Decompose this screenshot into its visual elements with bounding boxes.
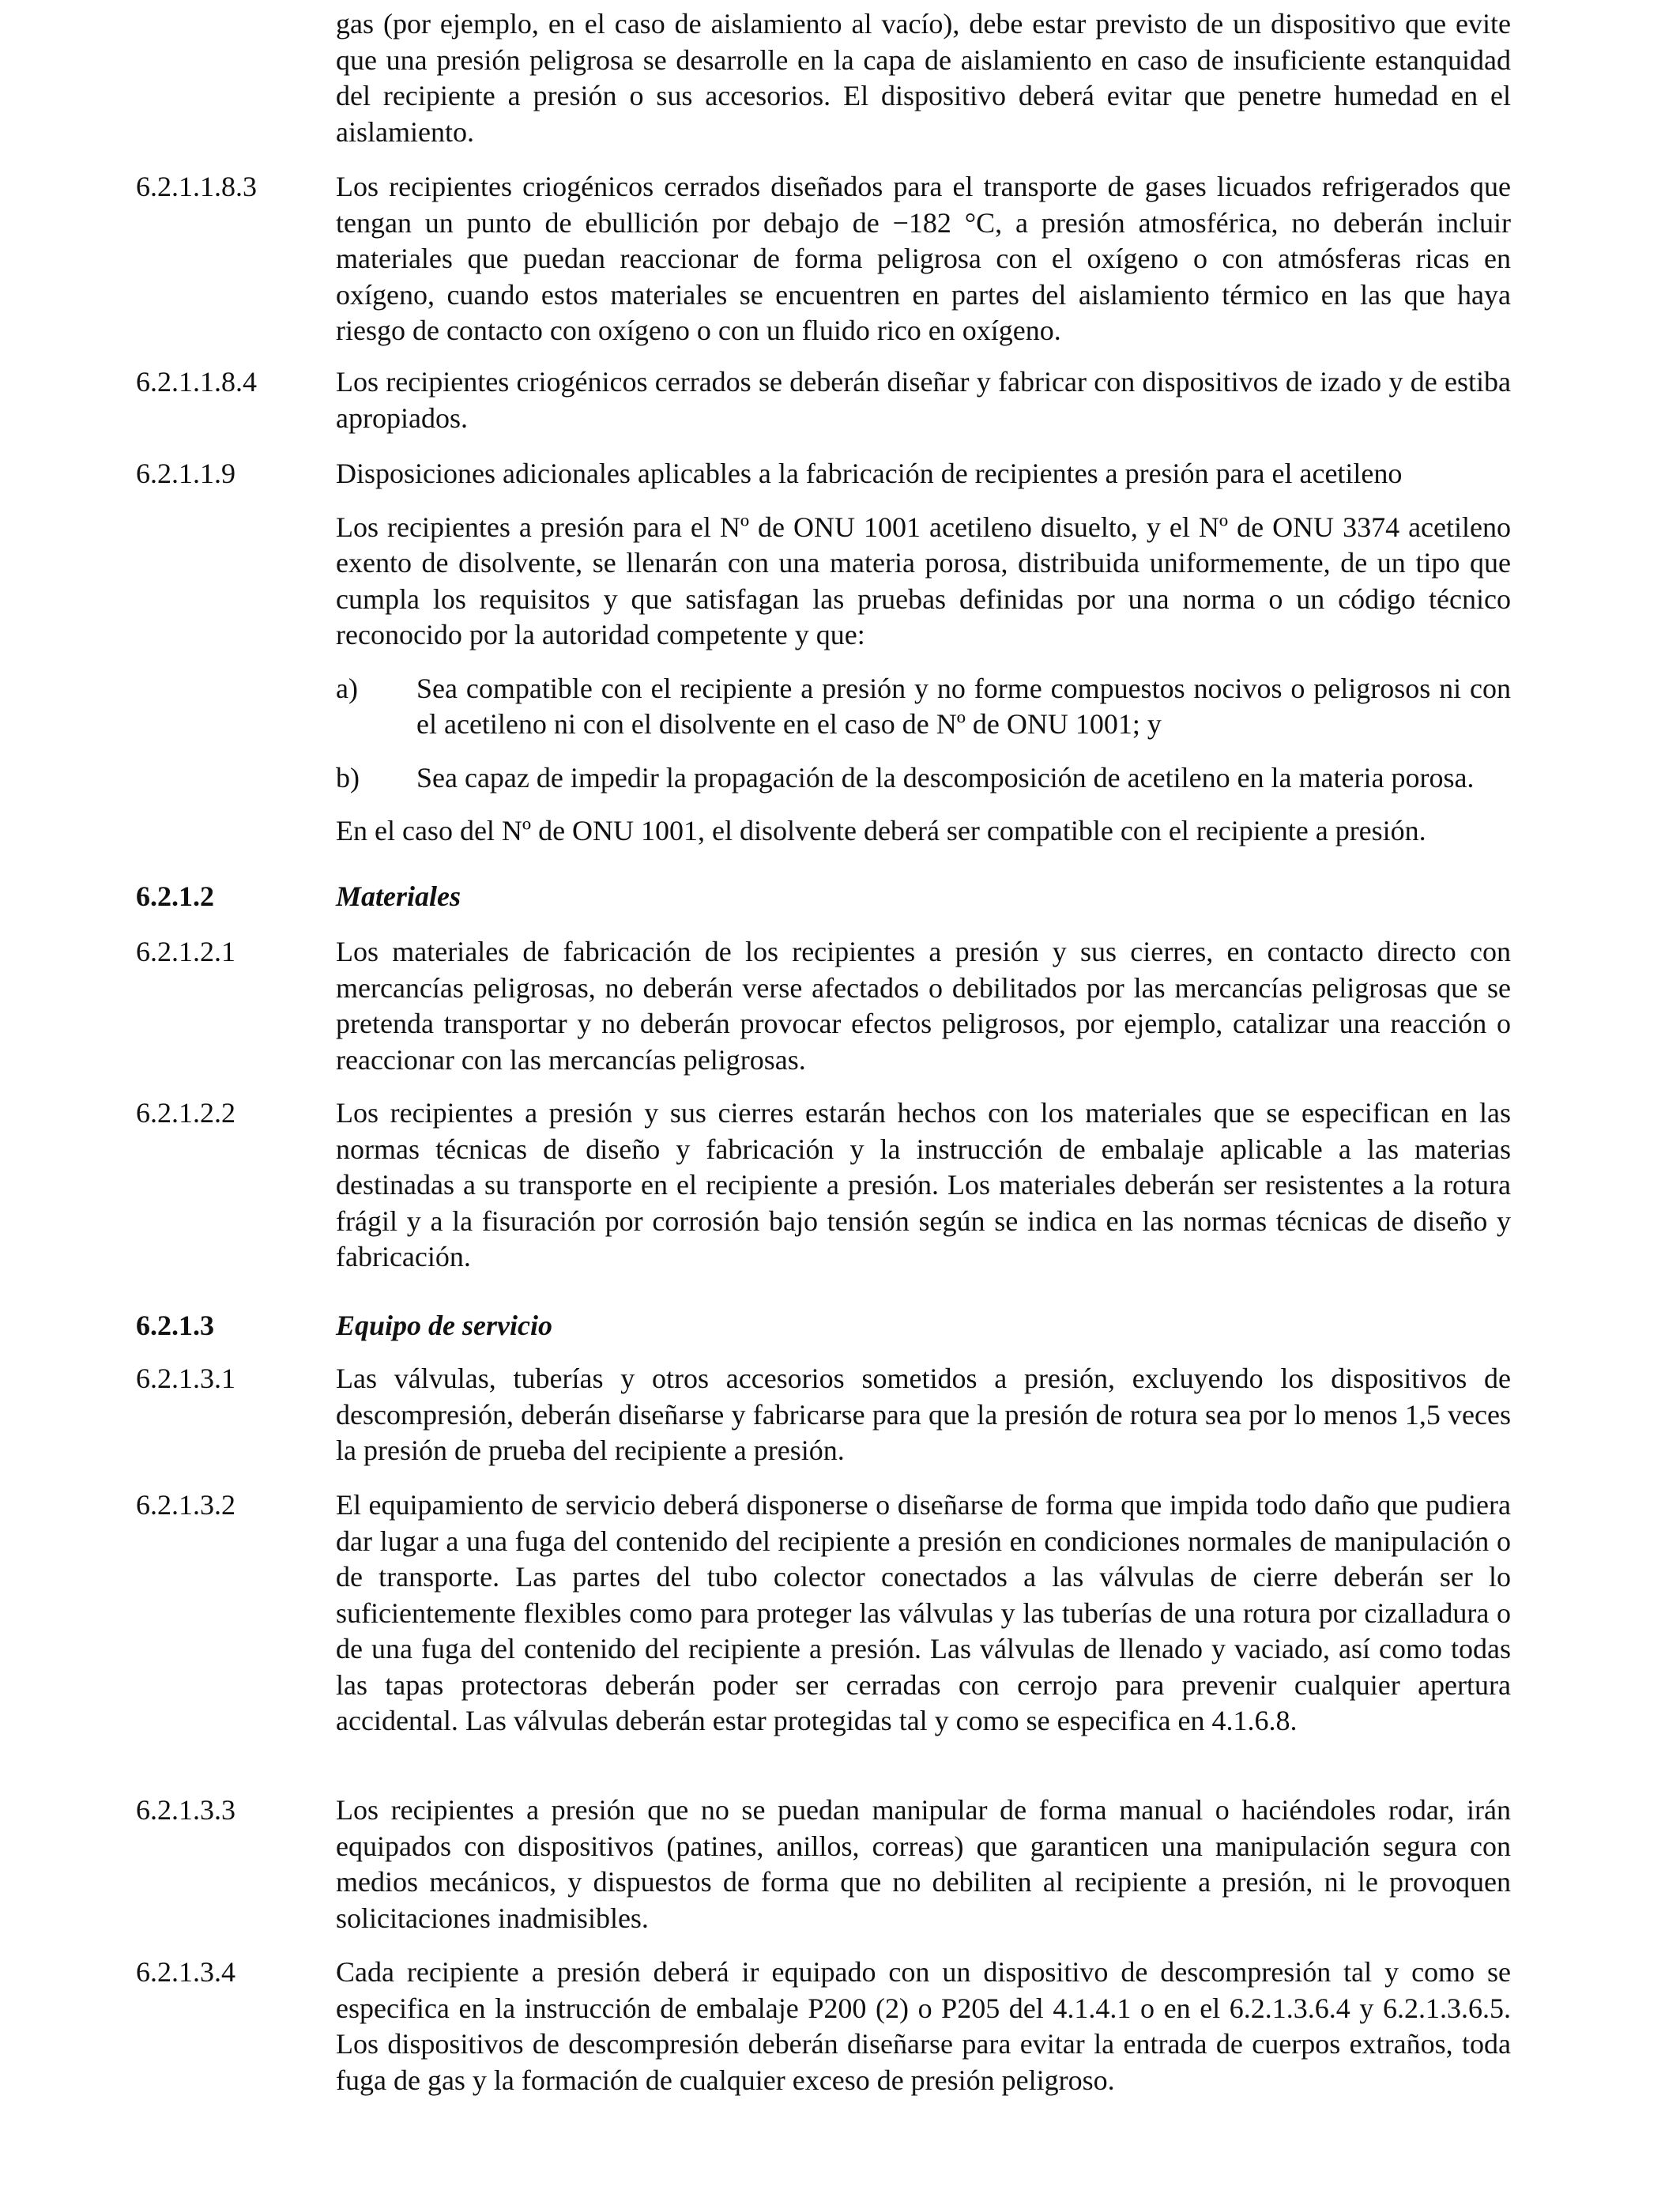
section-number: 6.2.1.2.1 <box>136 936 235 967</box>
section-text: Los materiales de fabricación de los recipientes a presión y sus cierres, en contacto directo con mercancías peligrosas, no deberán verse afectados o debilitados por las mercancías peligrosas que se pretenda transportar y no deberán provocar efectos peligrosos, por ejemplo, catalizar una reacción o reaccionar con las mercancías peligrosas. <box>336 936 1511 1076</box>
section-number: 6.2.1.2 <box>136 880 214 912</box>
section-6-2-1-1-8-3 <box>136 169 1511 349</box>
list-item <box>336 671 1511 743</box>
section-number: 6.2.1.1.8.4 <box>136 366 257 398</box>
section-number: 6.2.1.3.4 <box>136 1956 235 1988</box>
section-number: 6.2.1.2.2 <box>136 1097 235 1129</box>
continuation-paragraph <box>136 6 1511 150</box>
section-text: Cada recipiente a presión deberá ir equipado con un dispositivo de descompresión tal y como se especifica en la instrucción de embalaje P200 (2) o P205 del 4.1.4.1 o en el 6.2.1.3.6.4 y 6.2.1.3.6.5. Los dispositivos de descompresión deberán diseñarse para evitar la entrada de cuerpos extraños, toda fuga de gas y la formación de cualquier exceso de presión peligroso. <box>336 1956 1511 2096</box>
section-number: 6.2.1.3.1 <box>136 1363 235 1394</box>
section-number: 6.2.1.3.3 <box>136 1794 235 1826</box>
section-number: 6.2.1.3 <box>136 1310 214 1341</box>
section-6-2-1-1-9 <box>136 456 1511 850</box>
section-6-2-1-3-1 <box>136 1361 1511 1469</box>
list-item <box>336 760 1511 797</box>
section-6-2-1-3-3 <box>136 1793 1511 1936</box>
section-6-2-1-3 <box>136 1308 1511 1344</box>
section-number: 6.2.1.1.9 <box>136 458 235 489</box>
paragraph-text: gas (por ejemplo, en el caso de aislamiento al vacío), debe estar previsto de un dispositivo que evite que una presión peligrosa se desarrolle en la capa de aislamiento en caso de insuficiente estanquidad del recipiente a presión o sus accesorios. El dispositivo deberá evitar que penetre humedad en el aislamiento. <box>336 8 1511 148</box>
section-number: 6.2.1.3.2 <box>136 1489 235 1521</box>
section-text: Los recipientes criogénicos cerrados diseñados para el transporte de gases licuados refrigerados que tengan un punto de ebullición por debajo de −182 °C, a presión atmosférica, no deberán incluir materiales que puedan reaccionar de forma peligrosa con el oxígeno o con atmósferas ricas en oxígeno, cuando estos materiales se encuentren en partes del aislamiento térmico en las que haya riesgo de contacto con oxígeno o con un fluido rico en oxígeno. <box>336 171 1511 346</box>
section-6-2-1-1-8-4 <box>136 364 1511 436</box>
closing-text: En el caso del Nº de ONU 1001, el disolvente deberá ser compatible con el recipiente a presión. <box>336 815 1426 846</box>
section-title: Disposiciones adicionales aplicables a la fabricación de recipientes a presión para el acetileno <box>336 458 1403 489</box>
section-6-2-1-3-2 <box>136 1487 1511 1740</box>
section-text: El equipamiento de servicio deberá disponerse o diseñarse de forma que impida todo daño que pudiera dar lugar a una fuga del contenido del recipiente a presión en condiciones normales de manipulación o de transporte. Las partes del tubo colector conectados a las válvulas de cierre deberán ser lo suficientemente flexibles como para proteger las válvulas y las tuberías de una rotura por cizalladura o de una fuga del contenido del recipiente a presión. Las válvulas de llenado y vaciado, así como todas las tapas protectoras deberán poder ser cerradas con cerrojo para prevenir cualquier apertura accidental. Las válvulas deberán estar protegidas tal y como se especifica en 4.1.6.8. <box>336 1489 1511 1736</box>
section-number: 6.2.1.1.8.3 <box>136 171 257 202</box>
section-text: Los recipientes a presión y sus cierres estarán hechos con los materiales que se especifican en las normas técnicas de diseño y fabricación y la instrucción de embalaje aplicable a las materias destinadas a su transporte en el recipiente a presión. Los materiales deberán ser resistentes a la rotura frágil y a la fisuración por corrosión bajo tensión según se indica en las normas técnicas de diseño y fabricación. <box>336 1097 1511 1272</box>
section-text: Los recipientes a presión que no se puedan manipular de forma manual o haciéndoles rodar, irán equipados con dispositivos (patines, anillos, correas) que garanticen una manipulación segura con medios mecánicos, y dispuestos de forma que no debiliten al recipiente a presión, ni le provoquen solicitaciones inadmisibles. <box>336 1794 1511 1934</box>
section-text: Los recipientes criogénicos cerrados se deberán diseñar y fabricar con dispositivos de izado y de estiba apropiados. <box>336 366 1511 434</box>
section-text: Las válvulas, tuberías y otros accesorios sometidos a presión, excluyendo los dispositivos de descompresión, deberán diseñarse y fabricarse para que la presión de rotura sea por lo menos 1,5 veces la presión de prueba del recipiente a presión. <box>336 1363 1511 1466</box>
list-item-text: Sea capaz de impedir la propagación de la descomposición de acetileno en la materia porosa. <box>416 761 1475 794</box>
section-6-2-1-2-2 <box>136 1095 1511 1276</box>
list-item-text: Sea compatible con el recipiente a presión y no forme compuestos nocivos o peligrosos ni con el acetileno ni con el disolvente en el caso de Nº de ONU 1001; y <box>416 672 1511 740</box>
section-6-2-1-2-1 <box>136 934 1511 1078</box>
section-text: Los recipientes a presión para el Nº de ONU 1001 acetileno disuelto, y el Nº de ONU 3374 acetileno exento de disolvente, se llenarán con una materia porosa, distribuida uniformemente, de un tipo que cumpla los requisitos y que satisfagan las pruebas definidas por una norma o un código técnico reconocido por la autoridad competente y que: <box>336 511 1511 650</box>
list-item-label: a) <box>336 672 358 704</box>
section-heading: Materiales <box>336 880 461 912</box>
list-item-label: b) <box>336 761 360 794</box>
section-6-2-1-2 <box>136 879 1511 915</box>
section-heading: Equipo de servicio <box>336 1310 552 1341</box>
section-6-2-1-3-4 <box>136 1955 1511 2098</box>
